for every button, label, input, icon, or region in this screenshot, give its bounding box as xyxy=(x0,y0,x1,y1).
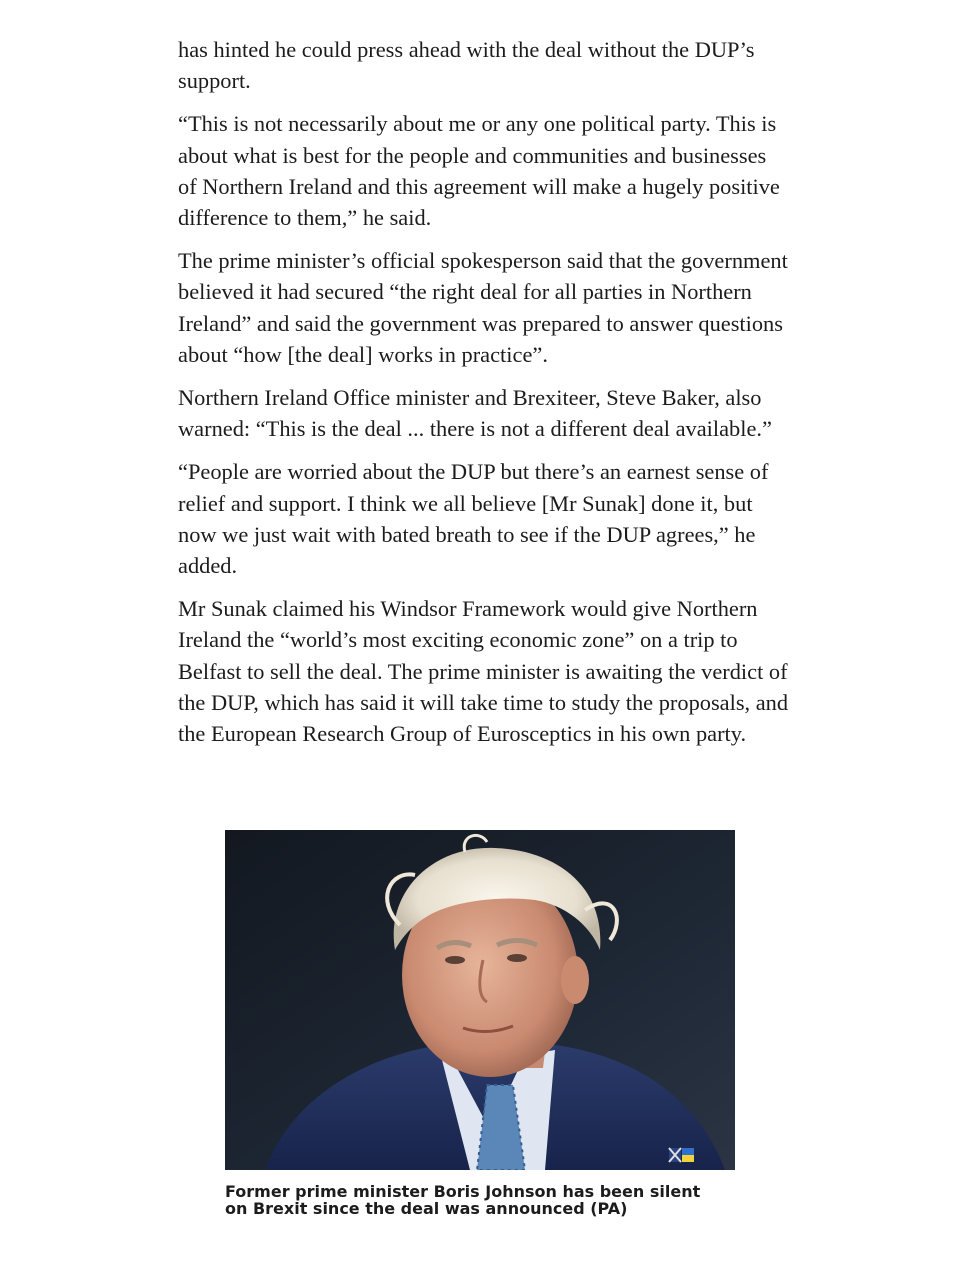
article-photo xyxy=(225,830,735,1170)
article-paragraph: Northern Ireland Office minister and Brexiteer, Steve Baker, also warned: “This is the deal ... there is not a different deal available.” xyxy=(178,385,772,442)
article-paragraph: “This is not necessarily about me or any one political party. This is about what is best for the people and communities and businesses of Northern Ireland and this agreement will make a hugely positive difference to them,” he said. xyxy=(178,111,780,231)
article-paragraph: Mr Sunak claimed his Windsor Framework would give Northern Ireland the “world’s most exciting economic zone” on a trip to Belfast to sell the deal. The prime minister is awaiting the verdict of the DUP, which has said it will take time to study the proposals, and the European Research Group of Eurosceptics in his own party. xyxy=(178,596,789,747)
article-paragraph: “People are worried about the DUP but there’s an earnest sense of relief and support. I think we all believe [Mr Sunak] done it, but now we just wait with bated breath to see if the DUP agrees,” he added. xyxy=(178,459,769,579)
article-paragraph: The prime minister’s official spokesperson said that the government believed it had secured “the right deal for all parties in Northern Ireland” and said the government was prepared to answer questions about “how [the deal] works in practice”. xyxy=(178,248,788,367)
article-paragraph: has hinted he could press ahead with the deal without the DUP’s support. xyxy=(178,37,755,94)
photo-caption: Former prime minister Boris Johnson has been silent on Brexit since the deal was announced (PA) xyxy=(225,1182,701,1218)
article-body xyxy=(178,34,790,761)
article-figure xyxy=(225,830,735,1217)
